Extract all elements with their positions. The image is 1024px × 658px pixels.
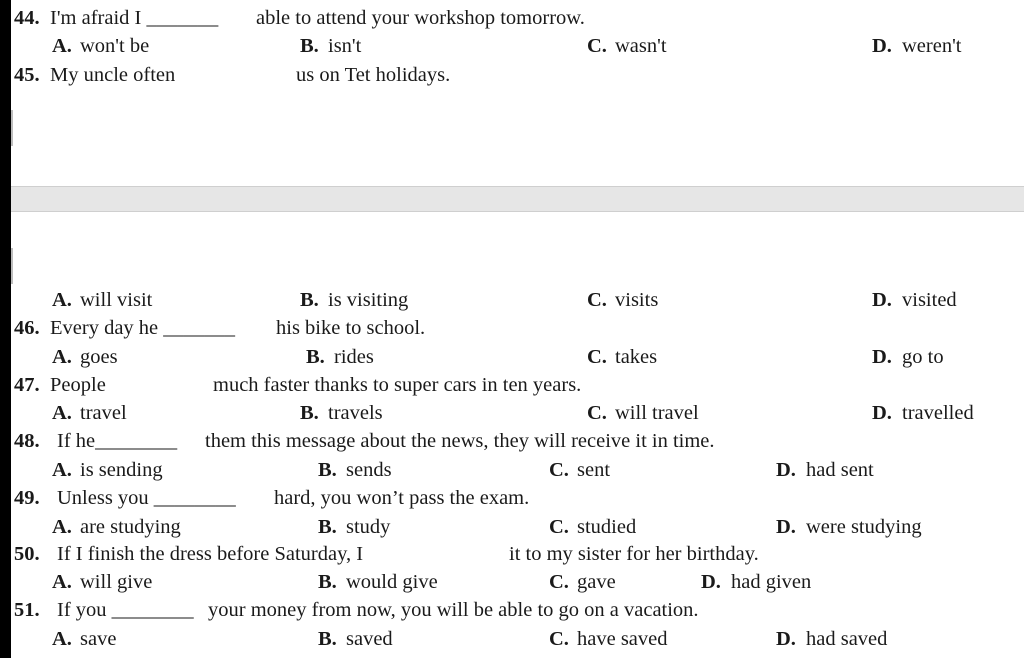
question-stem-end: much faster thanks to super cars in ten years. [213,374,582,396]
option-text[interactable]: gave [577,571,616,593]
question-number: 50. [14,543,40,565]
option-letter[interactable]: B. [300,402,319,424]
option-letter[interactable]: D. [872,346,892,368]
option-text[interactable]: visits [615,289,659,311]
option-letter[interactable]: D. [776,459,796,481]
option-text[interactable]: sends [346,459,392,481]
option-text[interactable]: study [346,516,391,538]
option-text[interactable]: visited [902,289,957,311]
option-letter[interactable]: A. [52,35,72,57]
text-cursor-mark [11,248,13,284]
option-text[interactable]: will give [80,571,153,593]
question-stem-start: If he________ [57,430,178,452]
option-text[interactable]: travel [80,402,127,424]
option-letter[interactable]: B. [318,516,337,538]
option-letter[interactable]: A. [52,516,72,538]
option-letter[interactable]: B. [300,35,319,57]
option-text[interactable]: saved [346,628,393,650]
option-text[interactable]: travelled [902,402,974,424]
question-stem-end: his bike to school. [276,317,426,339]
option-text[interactable]: go to [902,346,944,368]
option-letter[interactable]: D. [872,35,892,57]
question-stem-end: hard, you won’t pass the exam. [274,487,530,509]
option-letter[interactable]: D. [872,289,892,311]
option-text[interactable]: sent [577,459,611,481]
option-text[interactable]: is sending [80,459,163,481]
option-letter[interactable]: A. [52,289,72,311]
question-stem-start: My uncle often [50,64,176,86]
option-text[interactable]: wasn't [615,35,667,57]
option-text[interactable]: studied [577,516,637,538]
option-text[interactable]: save [80,628,117,650]
option-letter[interactable]: B. [318,459,337,481]
question-stem-start: People [50,374,106,396]
question-stem-end: your money from now, you will be able to go on a vacation. [208,599,699,621]
option-text[interactable]: travels [328,402,383,424]
option-letter[interactable]: B. [318,571,337,593]
question-number: 45. [14,64,40,86]
option-text[interactable]: are studying [80,516,181,538]
question-stem-end: able to attend your workshop tomorrow. [256,7,585,29]
option-letter[interactable]: B. [318,628,337,650]
option-letter[interactable]: A. [52,459,72,481]
option-letter[interactable]: D. [701,571,721,593]
option-letter[interactable]: C. [587,35,607,57]
option-letter[interactable]: C. [549,571,569,593]
option-text[interactable]: rides [334,346,374,368]
option-letter[interactable]: B. [300,289,319,311]
option-text[interactable]: were studying [806,516,922,538]
option-text[interactable]: had given [731,571,812,593]
option-letter[interactable]: C. [549,516,569,538]
option-text[interactable]: is visiting [328,289,409,311]
left-edge-bar [0,0,11,658]
question-stem-start: Unless you ________ [57,487,236,509]
question-number: 47. [14,374,40,396]
option-letter[interactable]: A. [52,402,72,424]
question-stem-end: us on Tet holidays. [296,64,451,86]
option-letter[interactable]: A. [52,346,72,368]
option-letter[interactable]: C. [549,459,569,481]
option-letter[interactable]: C. [549,628,569,650]
question-stem-start: I'm afraid I _______ [50,7,219,29]
option-text[interactable]: had sent [806,459,874,481]
option-letter[interactable]: A. [52,628,72,650]
option-text[interactable]: won't be [80,35,150,57]
question-number: 51. [14,599,40,621]
question-stem-start: If I finish the dress before Saturday, I [57,543,364,565]
question-stem-end: them this message about the news, they will receive it in time. [205,430,715,452]
question-number: 46. [14,317,40,339]
option-letter[interactable]: D. [776,628,796,650]
option-text[interactable]: isn't [328,35,362,57]
option-text[interactable]: takes [615,346,658,368]
question-stem-start: If you ________ [57,599,194,621]
question-stem-end: it to my sister for her birthday. [509,543,759,565]
option-text[interactable]: weren't [902,35,962,57]
option-letter[interactable]: D. [872,402,892,424]
page-gap-divider [11,186,1024,212]
question-number: 44. [14,7,40,29]
question-number: 48. [14,430,40,452]
option-text[interactable]: would give [346,571,438,593]
option-letter[interactable]: B. [306,346,325,368]
option-letter[interactable]: C. [587,402,607,424]
question-stem-start: Every day he _______ [50,317,236,339]
option-letter[interactable]: C. [587,346,607,368]
text-cursor-mark [11,110,13,146]
option-text[interactable]: had saved [806,628,888,650]
option-letter[interactable]: C. [587,289,607,311]
option-text[interactable]: have saved [577,628,668,650]
option-text[interactable]: goes [80,346,118,368]
option-letter[interactable]: D. [776,516,796,538]
option-text[interactable]: will visit [80,289,153,311]
option-letter[interactable]: A. [52,571,72,593]
question-number: 49. [14,487,40,509]
option-text[interactable]: will travel [615,402,699,424]
